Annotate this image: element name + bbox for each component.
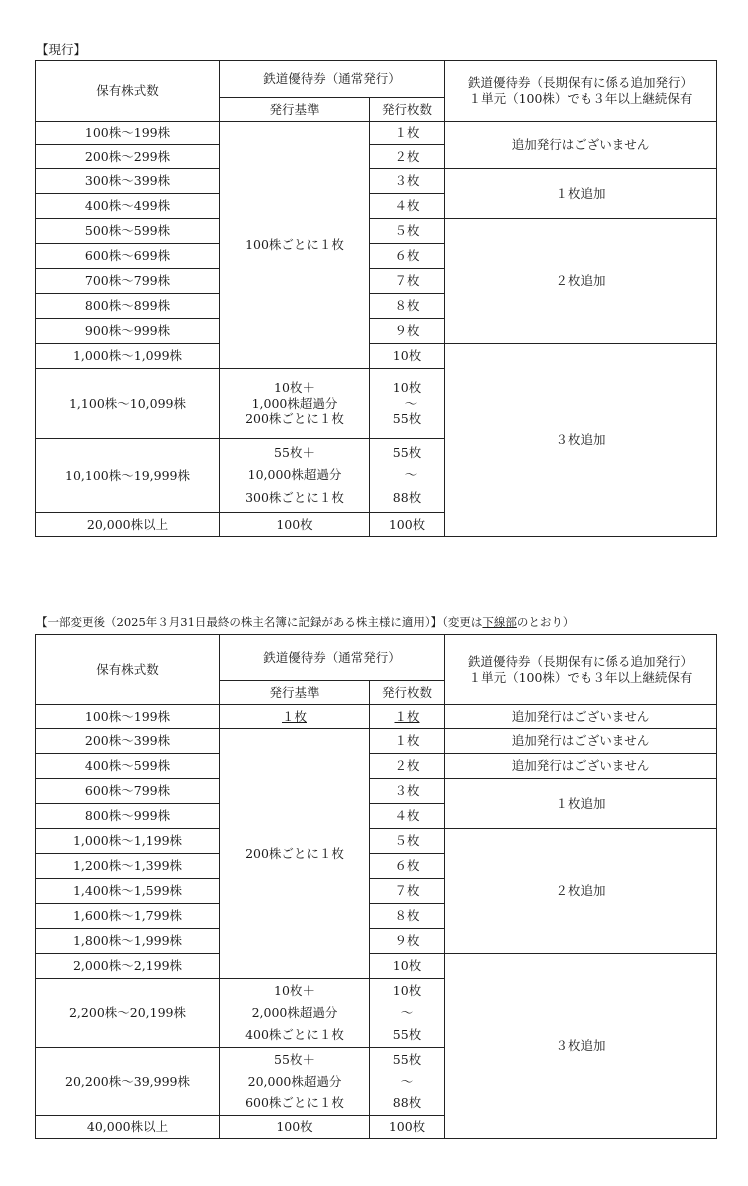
row-count: 10枚 [370, 344, 445, 369]
row-shares: 400株～499株 [36, 194, 220, 219]
row-shares: 600株～799株 [36, 779, 220, 804]
long-one: １枚追加 [445, 779, 717, 829]
header-long-line1: 鉄道優待券（長期保有に係る追加発行） [468, 653, 694, 669]
row-count: ８枚 [370, 294, 445, 319]
criteria-line: 600株ごとに１枚 [245, 1095, 344, 1111]
header-long-line2: １単元（100株）でも３年以上継続保有 [468, 91, 693, 106]
revised-table [35, 634, 717, 1139]
row-shares: 100株～199株 [36, 705, 220, 729]
header-criteria: 発行基準 [220, 681, 370, 705]
row-count: ４枚 [370, 804, 445, 829]
row-count: ２枚 [370, 754, 445, 779]
row-shares: 1,000株～1,099株 [36, 344, 220, 369]
criteria-line: 10枚＋ [274, 983, 315, 999]
header-long-line1: 鉄道優待券（長期保有に係る追加発行） [468, 75, 694, 91]
criteria-line: 200株ごとに１枚 [245, 411, 344, 427]
count-from: 10枚 [392, 380, 422, 396]
row-criteria [220, 369, 370, 439]
header-count: 発行枚数 [370, 681, 445, 705]
row-shares: 1,800株～1,999株 [36, 929, 220, 954]
revised-heading-pre: 【一部変更後（2025年３月31日最終の株主名簿に記録がある株主様に適用）】（変更は [36, 615, 483, 629]
row-count: ９枚 [370, 929, 445, 954]
count-to: 88枚 [392, 1095, 422, 1111]
row-criteria: 100枚 [220, 513, 370, 537]
row-count: ６枚 [370, 244, 445, 269]
revised-heading-underlined: 下線部 [482, 615, 517, 629]
row-count: ７枚 [370, 269, 445, 294]
header-shares: 保有株式数 [36, 635, 220, 705]
row-count: ３枚 [370, 779, 445, 804]
header-shares: 保有株式数 [36, 61, 220, 122]
header-long-line2: １単元（100株）でも３年以上継続保有 [468, 669, 693, 685]
long-one: １枚追加 [445, 169, 717, 219]
header-long [445, 635, 717, 705]
header-normal: 鉄道優待券（通常発行） [220, 61, 445, 98]
row-count: 10枚 [370, 954, 445, 979]
row-shares: 2,000株～2,199株 [36, 954, 220, 979]
criteria-line: 2,000株超過分 [251, 1005, 338, 1021]
count-tilde: ～ [400, 1073, 414, 1089]
criteria-line: 55枚＋ [274, 444, 315, 460]
long-none: 追加発行はございません [445, 705, 717, 729]
revised-heading [36, 614, 574, 630]
header-count: 発行枚数 [370, 98, 445, 122]
row-count: ２枚 [370, 145, 445, 169]
row-count: ６枚 [370, 854, 445, 879]
long-none: 追加発行はございません [445, 122, 717, 169]
row-count: ８枚 [370, 904, 445, 929]
row-shares: 900株～999株 [36, 319, 220, 344]
current-heading: 【現行】 [36, 42, 87, 57]
criteria-line: 400株ごとに１枚 [245, 1026, 344, 1042]
row-criteria [220, 705, 370, 729]
current-table [35, 60, 717, 537]
header-criteria: 発行基準 [220, 98, 370, 122]
row-count: ７枚 [370, 879, 445, 904]
row-shares: 1,200株～1,399株 [36, 854, 220, 879]
row-count-range [370, 979, 445, 1048]
row-shares: 300株～399株 [36, 169, 220, 194]
row-count: ５枚 [370, 219, 445, 244]
count-tilde: ～ [404, 395, 418, 411]
row-shares: 200株～399株 [36, 729, 220, 754]
row-shares: 100株～199株 [36, 122, 220, 145]
long-none: 追加発行はございません [445, 754, 717, 779]
row-shares: 800株～899株 [36, 294, 220, 319]
row-shares: 20,000株以上 [36, 513, 220, 537]
count-from: 55枚 [392, 1051, 422, 1067]
row-count: １枚 [370, 122, 445, 145]
count-underlined: １枚 [394, 708, 420, 724]
row-count: 100枚 [370, 513, 445, 537]
long-two: ２枚追加 [445, 829, 717, 954]
count-tilde: ～ [400, 1005, 414, 1021]
count-to: 88枚 [392, 489, 422, 505]
criteria-line: 10,000株超過分 [247, 467, 342, 483]
row-count: ９枚 [370, 319, 445, 344]
row-count: ３枚 [370, 169, 445, 194]
row-count-range [370, 439, 445, 513]
header-normal: 鉄道優待券（通常発行） [220, 635, 445, 681]
row-shares: 1,100株～10,099株 [36, 369, 220, 439]
long-three: ３枚追加 [445, 344, 717, 537]
revised-heading-post: のとおり） [516, 615, 575, 629]
row-shares: 10,100株～19,999株 [36, 439, 220, 513]
long-three: ３枚追加 [445, 954, 717, 1139]
row-criteria: 100枚 [220, 1116, 370, 1139]
row-shares: 20,200株～39,999株 [36, 1048, 220, 1116]
row-shares: 400株～599株 [36, 754, 220, 779]
criteria-merged: 100株ごとに１枚 [220, 122, 370, 369]
row-count: ４枚 [370, 194, 445, 219]
row-criteria [220, 439, 370, 513]
criteria-line: 1,000株超過分 [251, 395, 338, 411]
row-shares: 1,000株～1,199株 [36, 829, 220, 854]
row-shares: 1,400株～1,599株 [36, 879, 220, 904]
row-count-range [370, 1048, 445, 1116]
row-count [370, 705, 445, 729]
count-from: 10枚 [392, 983, 422, 999]
count-to: 55枚 [392, 1026, 422, 1042]
header-long [445, 61, 717, 122]
criteria-line: 20,000株超過分 [247, 1073, 342, 1089]
row-count: ５枚 [370, 829, 445, 854]
row-shares: 700株～799株 [36, 269, 220, 294]
criteria-line: 300株ごとに１枚 [245, 489, 344, 505]
criteria-underlined: １枚 [281, 708, 307, 724]
count-tilde: ～ [404, 467, 418, 483]
row-count: １枚 [370, 729, 445, 754]
row-shares: 200株～299株 [36, 145, 220, 169]
criteria-line: 55枚＋ [274, 1051, 315, 1067]
count-to: 55枚 [392, 411, 422, 427]
count-from: 55枚 [392, 444, 422, 460]
row-shares: 800株～999株 [36, 804, 220, 829]
row-shares: 2,200株～20,199株 [36, 979, 220, 1048]
row-shares: 500株～599株 [36, 219, 220, 244]
row-shares: 600株～699株 [36, 244, 220, 269]
row-shares: 1,600株～1,799株 [36, 904, 220, 929]
row-criteria [220, 1048, 370, 1116]
row-count: 100枚 [370, 1116, 445, 1139]
criteria-line: 10枚＋ [274, 380, 315, 396]
long-two: ２枚追加 [445, 219, 717, 344]
row-count-range [370, 369, 445, 439]
row-criteria [220, 979, 370, 1048]
long-none: 追加発行はございません [445, 729, 717, 754]
criteria-merged: 200株ごとに１枚 [220, 729, 370, 979]
row-shares: 40,000株以上 [36, 1116, 220, 1139]
